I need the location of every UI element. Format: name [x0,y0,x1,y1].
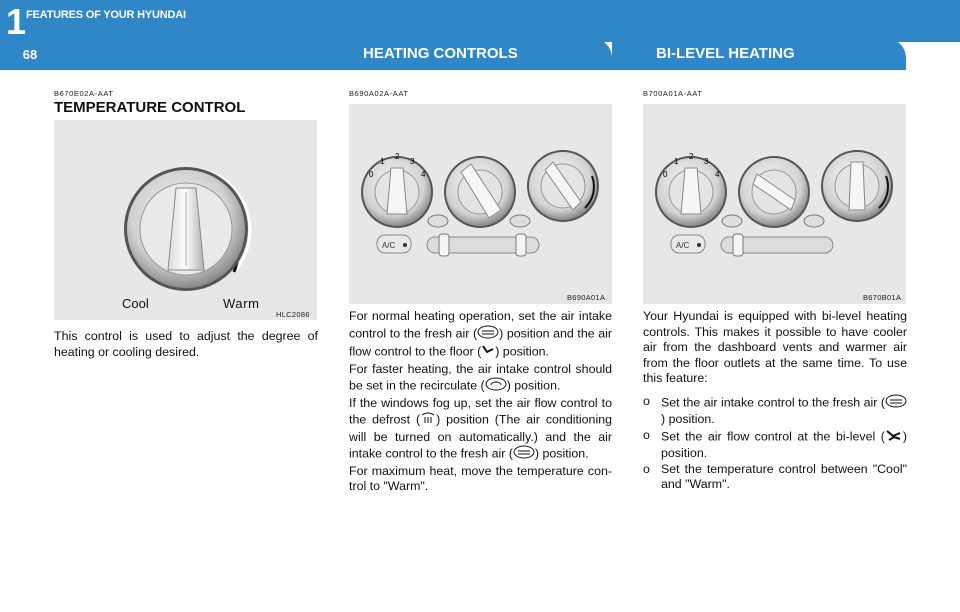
paragraph-faster-heating: For faster heating, the air intake control should be set in the recirculate ( ) position. [349,362,612,396]
bi-level-intro: Your Hyundai is equipped with bi-level heating controls. This makes it possible to have cooler air from the dashboard vents and warmer air from the floor outlets at the same time. To use this feature: [643,309,907,385]
fan-speed-2: 2 [395,152,400,161]
heating-controls-illustration [349,104,612,304]
page-number: 68 [0,42,60,70]
bi-level-figure [643,104,906,304]
page-header [0,0,960,70]
fan-speed-1: 1 [674,157,679,166]
bi-level-icon [885,428,903,447]
chapter-number: 1 [6,1,27,42]
fresh-air-icon [513,445,535,464]
fan-speed-3: 3 [410,157,415,166]
chapter-title: FEATURES OF YOUR HYUNDAI [26,9,186,21]
bi-level-instructions [643,309,907,493]
fan-speed-1: 1 [380,157,385,166]
figure-id: HLC2086 [276,310,310,319]
warm-label: Warm [223,296,260,311]
section-heading: TEMPERATURE CONTROL [54,99,246,116]
paragraph-max-heat: For maximum heat, move the temperature con-trol to "Warm". [349,463,612,493]
section-code: B690A02A-AAT [349,89,409,98]
tab-heating-controls: HEATING CONTROLS [340,38,612,70]
header-band [0,0,960,42]
ac-button-label: A/C [382,241,396,250]
bi-level-illustration [643,104,906,304]
temperature-description: This control is used to adjust the degree of heating or cooling desired. [54,329,318,359]
figure-id: B670B01A [863,293,902,302]
cool-label: Cool [122,296,149,311]
fresh-air-icon [477,325,499,344]
temperature-knob-figure [54,120,317,320]
temperature-knob-illustration [54,120,317,320]
list-item: o Set the temperature control between "Cool" and "Warm". [643,461,907,491]
list-item: o Set the air intake control to the fresh air () position. [643,394,907,428]
heating-controls-figure [349,104,612,304]
paragraph-normal-heating: For normal heating operation, set the air intake control to the fresh air ( ) position and the air flow control to the floor ( ) position. [349,309,612,362]
fan-speed-0: 0 [369,170,374,179]
section-code: B700A01A-AAT [643,89,703,98]
ac-button-label: A/C [676,241,690,250]
heating-instructions [349,309,612,495]
defrost-icon [420,411,436,430]
floor-mode-icon [481,343,495,362]
list-item: o Set the air flow control at the bi-level ( ) position. [643,427,907,460]
fan-speed-2: 2 [689,152,694,161]
fan-speed-4: 4 [715,170,720,179]
fan-speed-0: 0 [663,170,668,179]
section-code: B670E02A-AAT [54,89,114,98]
paragraph-defrost: If the windows fog up, set the air flow control to the defrost ( ) position (The air conditioning will be turned on automatically.) and the air intake control to the fresh air ( ) position. [349,396,612,464]
recirculate-icon [485,377,507,396]
figure-id: B690A01A [567,293,606,302]
tab-bi-level-heating: BI-LEVEL HEATING [612,38,906,70]
fan-speed-4: 4 [421,170,426,179]
fan-speed-3: 3 [704,157,709,166]
fresh-air-icon [885,394,907,413]
